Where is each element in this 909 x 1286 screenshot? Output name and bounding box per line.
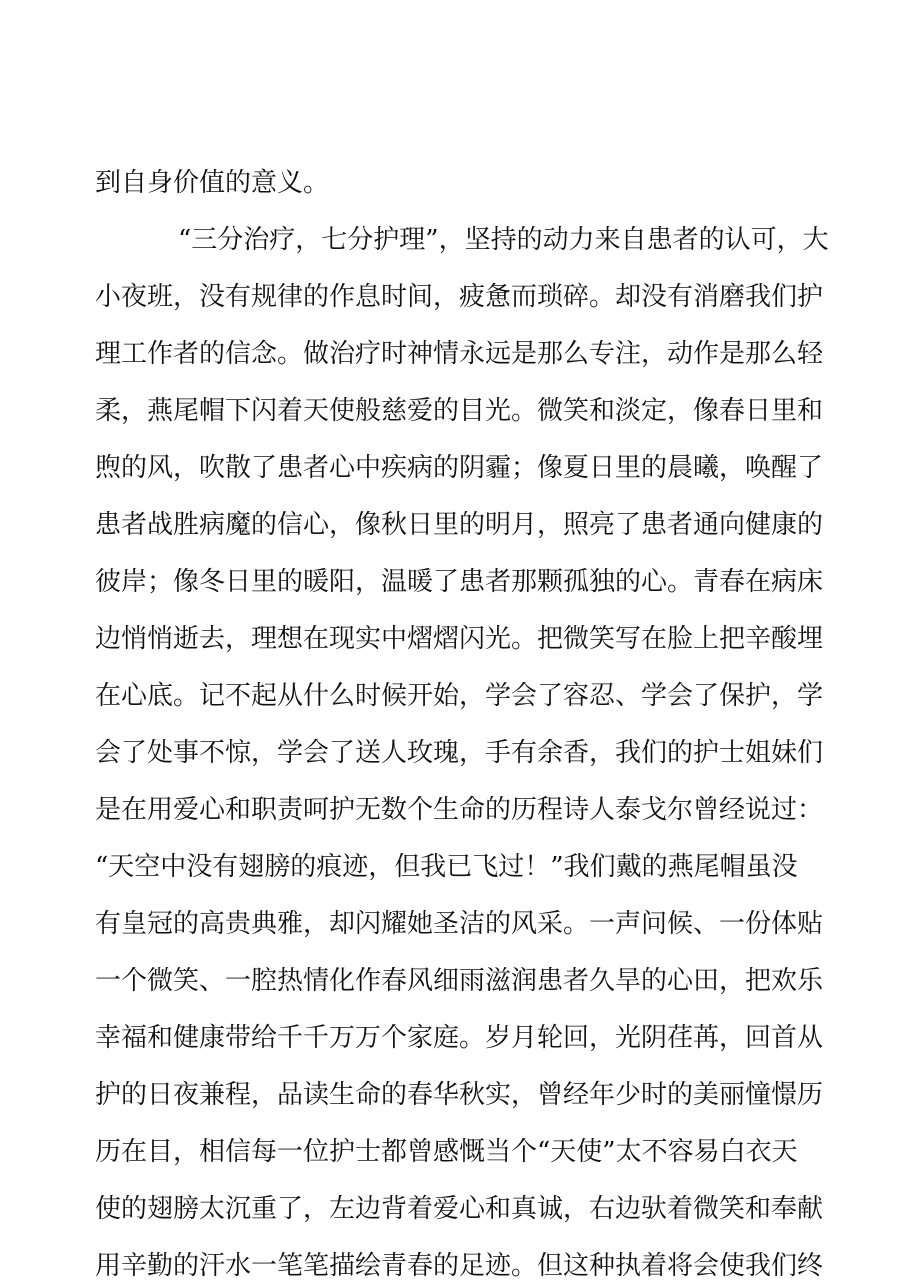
text-line: 一个微笑、一腔热情化作春风细雨滋润患者久旱的心田，把欢乐 xyxy=(95,966,824,996)
text-line: 到自身价值的意义。 xyxy=(95,168,330,198)
text-line: 小夜班，没有规律的作息时间，疲惫而琐碎。却没有消磨我们护 xyxy=(95,282,824,312)
text-line: 彼岸；像冬日里的暖阳，温暖了患者那颗孤独的心。青春在病床 xyxy=(95,567,824,597)
paragraph-first-line: “三分治疗，七分护理”，坚持的动力来自患者的认可，大 xyxy=(178,225,829,255)
text-line: 在心底。记不起从什么时候开始，学会了容忍、学会了保护，学 xyxy=(95,681,824,711)
text-line: 是在用爱心和职责呵护无数个生命的历程诗人泰戈尔曾经说过： xyxy=(95,795,824,825)
text-line: 用辛勤的汗水一笔笔描绘青春的足迹。但这种执着将会使我们终 xyxy=(95,1251,824,1281)
text-line: 柔，燕尾帽下闪着天使般慈爱的目光。微笑和淡定，像春日里和 xyxy=(95,396,824,426)
text-line: 护的日夜兼程，品读生命的春华秋实，曾经年少时的美丽憧憬历 xyxy=(95,1080,824,1110)
text-line: 边悄悄逝去，理想在现实中熠熠闪光。把微笑写在脸上把辛酸埋 xyxy=(95,624,824,654)
text-line: 历在目，相信每一位护士都曾感慨当个“天使”太不容易白衣天 xyxy=(95,1137,798,1167)
text-line: 患者战胜病魔的信心，像秋日里的明月，照亮了患者通向健康的 xyxy=(95,510,824,540)
text-line: 有皇冠的高贵典雅，却闪耀她圣洁的风采。一声问候、一份体贴 xyxy=(95,909,824,939)
text-line: “天空中没有翅膀的痕迹，但我已飞过！”我们戴的燕尾帽虽没 xyxy=(95,852,798,882)
text-line: 理工作者的信念。做治疗时神情永远是那么专注，动作是那么轻 xyxy=(95,339,824,369)
text-line: 使的翅膀太沉重了，左边背着爱心和真诚，右边驮着微笑和奉献 xyxy=(95,1194,824,1224)
text-line: 会了处事不惊，学会了送人玫瑰，手有余香，我们的护士姐妹们 xyxy=(95,738,824,768)
text-line: 幸福和健康带给千千万万个家庭。岁月轮回，光阴荏苒，回首从 xyxy=(95,1023,824,1053)
text-line: 煦的风，吹散了患者心中疾病的阴霾；像夏日里的晨曦，唤醒了 xyxy=(95,453,824,483)
